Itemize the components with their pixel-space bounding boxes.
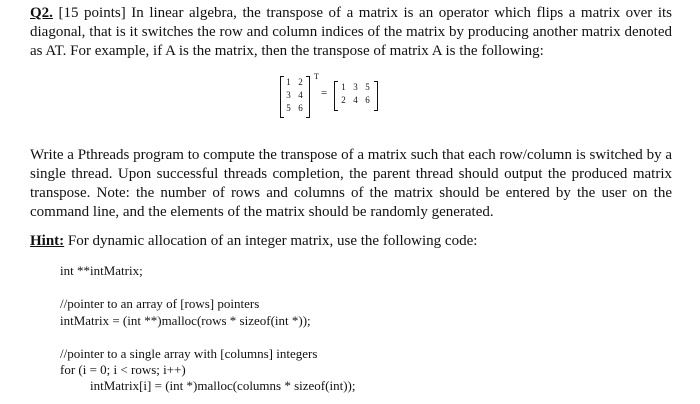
right-matrix-cell: 1 — [341, 82, 346, 92]
hint-paragraph — [30, 232, 672, 251]
right-matrix-close-bracket — [374, 81, 378, 111]
left-matrix-cell: 2 — [298, 77, 303, 87]
code-comment-columns: //pointer to a single array with [columns] integers — [60, 346, 318, 361]
right-matrix-cell: 4 — [353, 95, 358, 105]
question-points: [15 points] — [58, 5, 126, 21]
transpose-superscript: T — [314, 72, 319, 81]
transpose-equation — [278, 74, 438, 124]
question-intro-paragraph — [30, 4, 672, 61]
left-matrix-cell: 1 — [286, 77, 291, 87]
left-matrix-cell: 6 — [298, 103, 303, 113]
right-matrix-open-bracket — [334, 81, 338, 111]
task-paragraph: Write a Pthreads program to compute the transpose of a matrix such that each row/column is switched by a single thread. Upon successful threads completion, the parent thread should output the produced matrix transpose. Note: the number of rows and columns of the matrix should be entered by the user on the command line, and the elements of the matrix should be randomly generated. — [30, 147, 672, 220]
right-matrix-cell: 3 — [353, 82, 358, 92]
right-matrix-cell: 6 — [365, 95, 370, 105]
right-matrix-cell: 5 — [365, 82, 370, 92]
question-label: Q2. — [30, 5, 53, 21]
hint-text: For dynamic allocation of an integer matrix, use the following code: — [64, 233, 478, 249]
code-line-declaration: int **intMatrix; — [60, 263, 143, 278]
hint-label: Hint: — [30, 233, 65, 249]
left-matrix-cell: 5 — [286, 103, 291, 113]
code-comment-rows: //pointer to an array of [rows] pointers — [60, 296, 260, 311]
left-matrix-close-bracket — [306, 76, 310, 118]
code-line-malloc-columns: intMatrix[i] = (int *)malloc(columns * sizeof(int)); — [90, 378, 356, 393]
left-matrix-cell: 4 — [298, 90, 303, 100]
right-matrix-cell: 2 — [341, 95, 346, 105]
code-line-for-loop: for (i = 0; i < rows; i++) — [60, 362, 186, 377]
question-intro-text: In linear algebra, the transpose of a matrix is an operator which flips a matrix over its diagonal, that is it switches the row and column indices of the matrix by producing another matrix denoted as AT. For example, if A is the matrix, then the transpose of matrix A is the following: — [30, 5, 673, 59]
code-line-malloc-rows: intMatrix = (int **)malloc(rows * sizeof(int *)); — [60, 313, 311, 328]
left-matrix-cell: 3 — [286, 90, 291, 100]
equals-sign: = — [321, 87, 328, 99]
